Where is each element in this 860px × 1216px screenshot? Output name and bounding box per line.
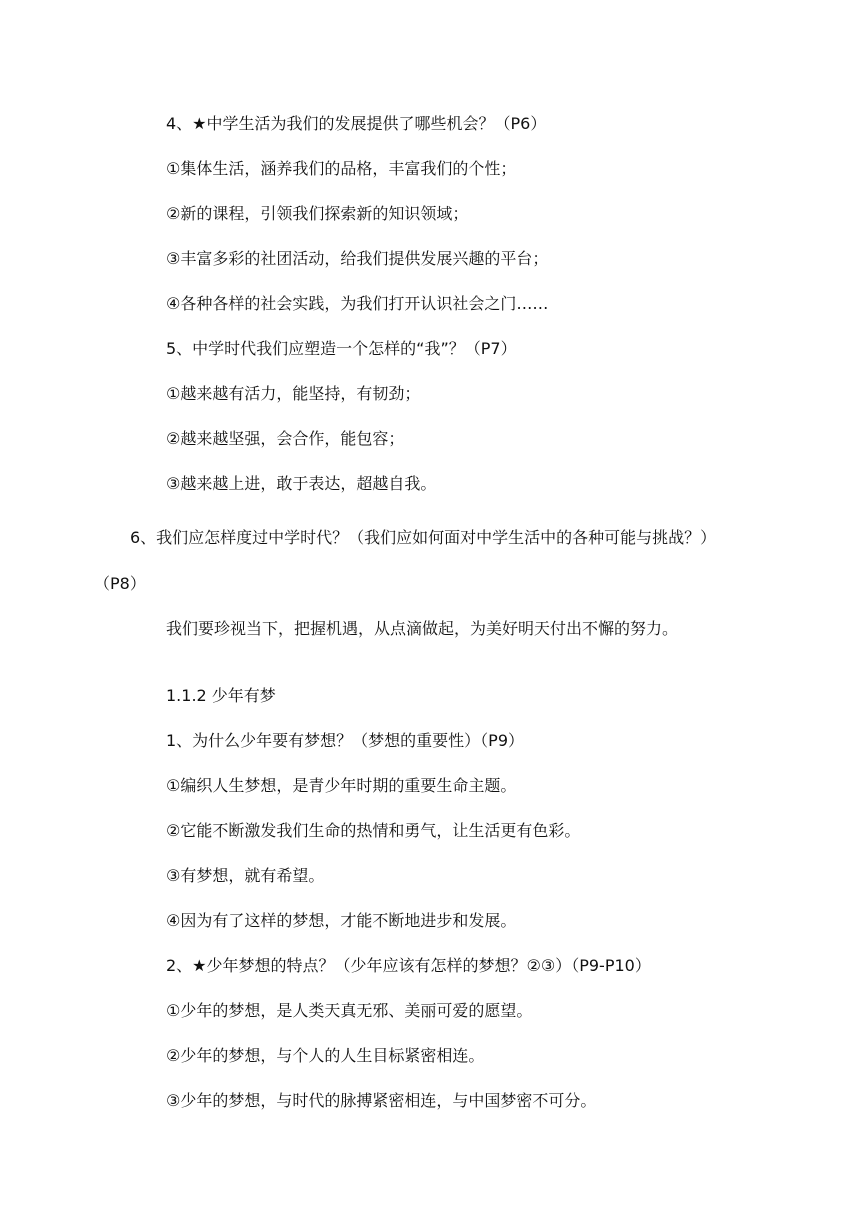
answer-1-item-3: ③有梦想，就有希望。	[166, 866, 325, 885]
answer-4-item-2: ②新的课程，引领我们探索新的知识领域；	[166, 204, 469, 223]
answer-2-item-1: ①少年的梦想，是人类天真无邪、美丽可爱的愿望。	[166, 1001, 533, 1020]
answer-4-item-1: ①集体生活，涵养我们的品格，丰富我们的个性；	[166, 159, 517, 178]
question-2-heading: 2、★少年梦想的特点？（少年应该有怎样的梦想？②③）（P9-P10）	[166, 956, 651, 975]
section-spacer	[130, 660, 740, 682]
question-5-heading: 5、中学时代我们应塑造一个怎样的“我”？（P7）	[166, 339, 517, 358]
answer-1-item-2: ②它能不断激发我们生命的热情和勇气，让生活更有色彩。	[166, 821, 581, 840]
answer-1-item-1: ①编织人生梦想，是青少年时期的重要生命主题。	[166, 776, 517, 795]
answer-4-item-3: ③丰富多彩的社团活动，给我们提供发展兴趣的平台；	[166, 249, 549, 268]
answer-6: 我们要珍视当下，把握机遇，从点滴做起，为美好明天付出不懈的努力。	[166, 619, 679, 638]
answer-5-item-3: ③越来越上进，敢于表达，超越自我。	[166, 474, 437, 493]
answer-1-item-4: ④因为有了这样的梦想，才能不断地进步和发展。	[166, 911, 517, 930]
question-6-heading: 6、我们应怎样度过中学时代？（我们应如何面对中学生活中的各种可能与挑战？）（P8）	[94, 528, 717, 593]
section-heading: 1.1.2 少年有梦	[166, 686, 276, 705]
answer-2-item-3: ③少年的梦想，与时代的脉搏紧密相连，与中国梦密不可分。	[166, 1091, 597, 1110]
answer-5-item-1: ①越来越有活力，能坚持，有韧劲；	[166, 384, 421, 403]
answer-5-item-2: ②越来越坚强，会合作，能包容；	[166, 429, 405, 448]
question-1-heading: 1、为什么少年要有梦想？（梦想的重要性）（P9）	[166, 731, 525, 750]
question-4-heading: 4、★中学生活为我们的发展提供了哪些机会？（P6）	[166, 114, 547, 133]
answer-4-item-4: ④各种各样的社会实践，为我们打开认识社会之门……	[166, 294, 549, 313]
document-body	[94, 110, 740, 1132]
answer-2-item-2: ②少年的梦想，与个人的人生目标紧密相连。	[166, 1046, 485, 1065]
